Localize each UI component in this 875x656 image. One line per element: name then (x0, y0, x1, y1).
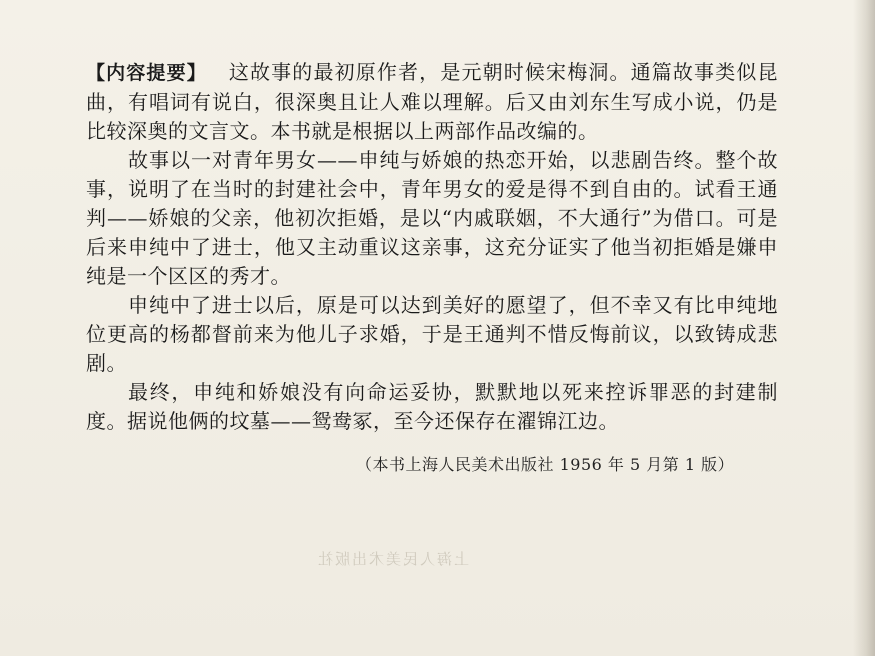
page-edge-shadow (853, 0, 875, 656)
publisher-note: （本书上海人民美术出版社 1956 年 5 月第 1 版） (356, 455, 735, 474)
summary-paragraph-4: 最终，申纯和娇娘没有向命运妥协，默默地以死来控诉罪恶的封建制度。据说他俩的坟墓——鸳鸯冢，至今还保存在濯锦江边。 (86, 380, 778, 433)
summary-paragraph-1 (86, 58, 778, 146)
content-summary (86, 58, 778, 436)
bleed-through-stamp: 上海人民美术出版社 (316, 550, 470, 568)
summary-paragraph-3: 申纯中了进士以后，原是可以达到美好的愿望了，但不幸又有比申纯地位更高的杨都督前来为他儿子求婚，于是王通判不惜反悔前议，以致铸成悲剧。 (86, 293, 778, 375)
summary-paragraph-1-text: 这故事的最初原作者，是元朝时候宋梅洞。通篇故事类似昆曲，有唱词有说白，很深奥且让人难以理解。后又由刘东生写成小说，仍是比较深奥的文言文。本书就是根据以上两部作品改编的。 (86, 60, 778, 143)
summary-tag: 【内容提要】 (86, 62, 207, 84)
summary-paragraph-2: 故事以一对青年男女——申纯与娇娘的热恋开始，以悲剧告终。整个故事，说明了在当时的封建社会中，青年男女的爱是得不到自由的。试看王通判——娇娘的父亲，他初次拒婚，是以“内戚联姻，不大通行”为借口。可是后来申纯中了进士，他又主动重议这亲事，这充分证实了他当初拒婚是嫌申纯是一个区区的秀才。 (86, 148, 778, 288)
